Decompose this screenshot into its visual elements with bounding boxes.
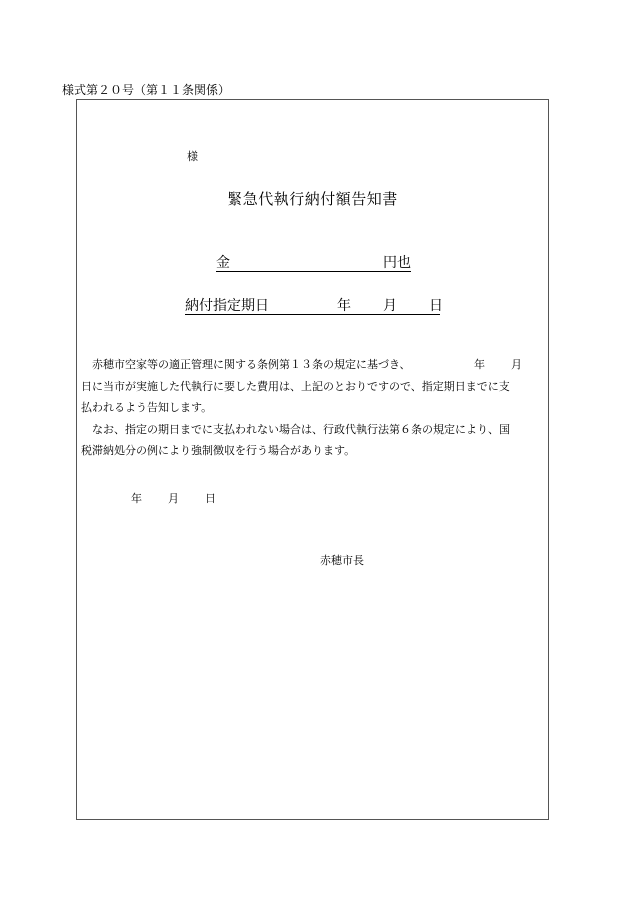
body-line-4: [81, 419, 545, 441]
body-line-5: 税滞納処分の例により強制徴収を行う場合があります。: [81, 444, 356, 457]
due-date-month: 月: [383, 298, 397, 314]
body-line-1: [81, 354, 545, 376]
due-date-line: [185, 295, 443, 315]
notice-body: [81, 354, 545, 462]
issue-date: [131, 490, 221, 506]
issue-date-month: 月: [168, 492, 179, 505]
body-line-2: 日に当市が実施した代執行に要した費用は、上記のとおりですので、指定期日までに支: [81, 379, 510, 393]
due-date-day: 日: [429, 298, 443, 314]
amount-prefix: 金: [216, 255, 230, 271]
form-number: 様式第２０号（第１１条関係）: [62, 83, 231, 97]
body-line-4-text: なお、指定の期日までに支払われない場合は、行政代執行法第６条の規定により、国: [92, 422, 510, 436]
document-frame: [76, 99, 549, 820]
body-line-1-month: 月: [511, 358, 522, 371]
signer-name: 赤穂市長: [320, 554, 364, 567]
due-date-year: 年: [337, 298, 351, 314]
body-line-1-text: 赤穂市空家等の適正管理に関する条例第１３条の規定に基づき、: [92, 358, 411, 371]
body-line-3: 払われるよう告知します。: [81, 401, 213, 414]
addressee-suffix: 様: [187, 150, 198, 163]
issue-date-year: 年: [131, 492, 142, 505]
body-line-1-year: 年: [474, 358, 485, 371]
issue-date-day: 日: [205, 492, 216, 505]
amount-suffix: 円也: [383, 255, 411, 271]
due-date-label: 納付指定期日: [185, 298, 269, 314]
document-title: 緊急代執行納付額告知書: [227, 190, 398, 208]
amount-line: [216, 252, 411, 272]
